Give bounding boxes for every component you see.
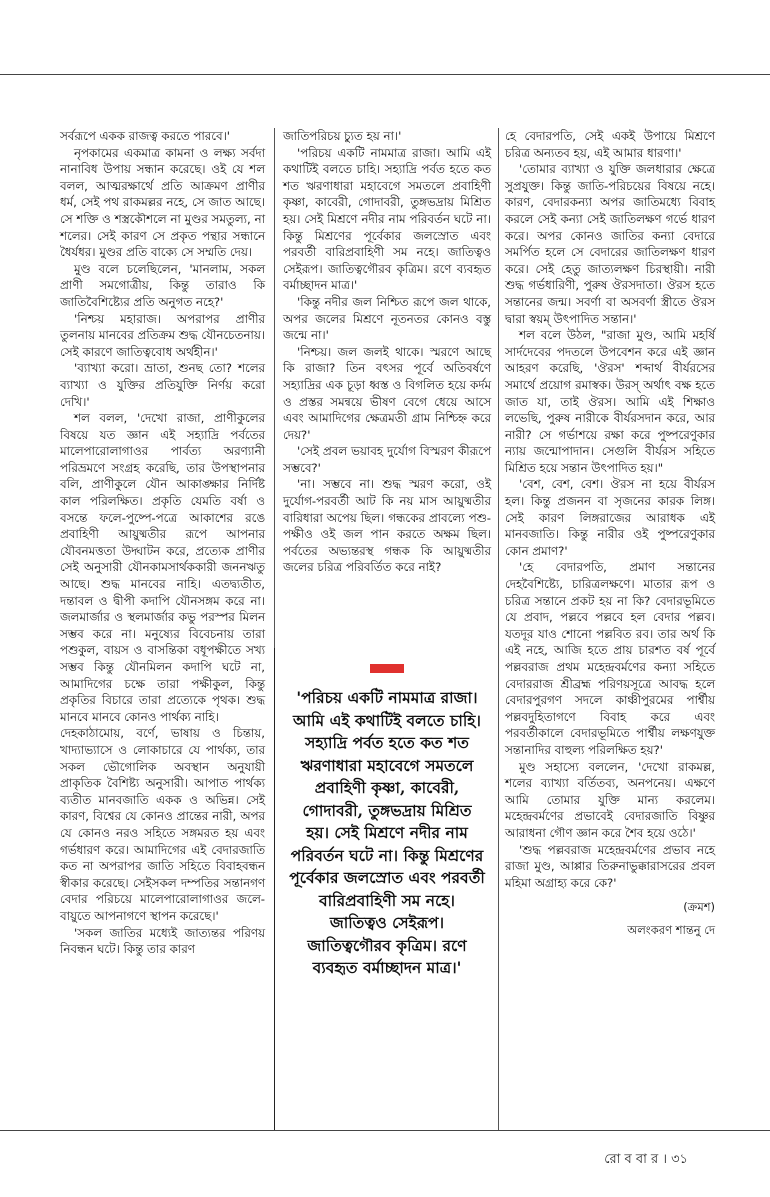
pull-quote-text: 'পরিচয় একটি নামমাত্র রাজা। আমি এই কথাটিই বলতে চাহি। সহ্যাদ্রি পর্বত হতে কত শত ঋরণাধারা মহাবেগে সমতলে প্রবাহিণী কৃষ্ণা, কাবেরী, গোদাবরী, তুঙ্গভদ্রায় মিশ্রিত হয়। সেই মিশ্রণে নদীর নাম পরিবর্তন ঘটে না। কিন্তু মিশ্রণের পূর্বেকার জলস্রোত এবং পরবর্তী বারিপ্রবাহিণী সম নহে। জাতিত্বও সেইরূপ। জাতিত্বগৌরব কৃত্রিম। রণে ব্যবহৃত বর্মাচ্ছাদন মাত্র।' (289, 688, 485, 977)
pull-quote (283, 655, 491, 1115)
continued-label: (ক্রমশ) (683, 900, 715, 915)
paragraph: মুণ্ড বলে চলেছিলেন, 'মানলাম, সকল প্রাণী সমগোত্রীয়, কিন্তু তারাও কি জাতিবৈশিষ্ট্যের প্রতি অনুগত নহে?' (60, 261, 265, 309)
paragraph: 'সকল জাতির মধ্যেই জাত্যন্তর পরিণয় নিবন্ধন ঘটে। কিন্তু তার কারণ (60, 925, 265, 957)
paragraph: মুণ্ড সহাস্যে বললেন, 'দেখো রাকমল্ল, শলের ব্যাখ্যা বর্তিতব্য, অনপনেয়। এক্ষণে আমি তোমার যুক্তি মান্য করলেম। মহেন্দ্রবর্মণের প্রভাবেই বেদারজাতি বিষ্ণুর আরাধনা গৌণ জ্ঞান করে শৈব হয়ে ওঠে।' (505, 759, 715, 840)
paragraph: সর্বরূপে একক রাজত্ব করতে পারবে।' (60, 129, 231, 143)
paragraph: 'কিন্তু নদীর জল নিশ্চিত রূপে জল থাকে, অপর জলের মিশ্রণে নূতনতর কোনও বস্তু জন্মে না।' (283, 294, 491, 343)
pull-quote-accent-bar (370, 664, 404, 673)
paragraph: হে বেদারপতি, সেই একই উপায়ে মিশ্রণে চরিত্র অন্যতব হয়, এই আমার ধারণা।' (505, 129, 715, 160)
paragraph: 'শুদ্ধ পল্লবরাজ মহেন্দ্রবর্মণের প্রভাব নহে রাজা মুণ্ড, আপ্পার তিরুনাভুক্কারাসরের প্রবল মহিমা অগ্রাহ্য করে কে?' (505, 842, 715, 890)
header-rule (0, 74, 770, 75)
column-divider (498, 128, 499, 1130)
text-column-3 (505, 128, 715, 939)
paragraph: শল বলল, 'দেখো রাজা, প্রাণীকুলের বিষয়ে যত জ্ঞান এই সহ্যাদ্রি পর্বতের মালেপারোলাগাওর পার্বত্য অরণ্যানী পরিভ্রমণে সংগ্রহ করেছি, তার উপস্থাপনার বলি, প্রাণীকুলে যৌন আকাঙ্ক্ষার নির্দিষ্ট কাল পরিলক্ষিত। প্রকৃতি যেমতি বর্ষা ও বসন্তে ফলে-পুষ্পে-পত্রে আকাশের রঙে প্রবাহিণী আয়ুষ্মতীর রূপে আপনার যৌবনমত্ততা উদ্ঘাটন করে, প্রত্যেক প্রাণীর সেই অনুসারী যৌনকামসার্থককারী জননঋতু আছে। শুদ্ধ মানবের নাহি। এতদ্ব্যতীত, দন্তাবল ও দ্বীপী কদাপি যৌনসঙ্গম করে না। জলমার্জার ও স্থলমার্জার কভু পরস্পর মিলন সম্ভব করে না। মনুষ্যের বিবেচনায় তারা পশুকুল, বায়স ও বাসন্তিকা বধূপক্ষীতে সখ্য সম্ভব কিন্তু যৌনমিলন কদাপি ঘটে না, আমাদিগের চক্ষে তারা পক্ষীকুল, কিন্তু প্রকৃতির বিচারে তারা প্রত্যেকে পৃথক। শুদ্ধ মানবে মানবে কোনও পার্থক্য নাহি। (60, 411, 265, 724)
text-column-2 (283, 128, 491, 576)
article-credit (505, 899, 715, 938)
page-number: ৩১ (671, 1152, 688, 1167)
paragraph: 'নিশ্চয় মহারাজ। অপরাপর প্রাণীর তুলনায় মানবের প্রতিক্রম শুদ্ধ যৌনচেতনায়। সেই কারণে জাতিত্ববোধ অর্থহীন।' (60, 311, 265, 359)
paragraph: নৃপকামের একমাত্র কামনা ও লক্ষ্য সর্বদা নানাবিধ উপায় সন্ধান করেছে। ওই যে শল বলল, আত্মরক্ষার্থে প্রতি আক্রমণ প্রাণীর ধর্ম, সেই পথ রাকমল্লর নহে, সে জাত আছে। সে শক্তি ও শস্ত্রকৌশলে না মুণ্ডর সমতুল্য, না শলের। সেই কারণ সে প্রকৃত পন্থার সন্ধানে ধৈর্যধর। মুণ্ডর প্রতি বাক্যে সে সম্মতি দেয়। (60, 145, 265, 260)
text-column-1 (60, 128, 265, 958)
paragraph: জাতিপরিচয় চ্যুত হয় না।' (283, 129, 402, 143)
page-footer (604, 1150, 688, 1171)
paragraph: 'পরিচয় একটি নামমাত্র রাজা। আমি এই কথাটিই বলতে চাহি। সহ্যাদ্রি পর্বত হতে কত শত ঋরণাধারা মহাবেগে সমতলে প্রবাহিণী কৃষ্ণা, কাবেরী, গোদাবরী, তুঙ্গভদ্রায় মিশ্রিত হয়। সেই মিশ্রণে নদীর নাম পরিবর্তন ঘটে না। কিন্তু মিশ্রণের পূর্বেকার জলস্রোত এবং পরবর্তী বারিপ্রবাহিণী সম নহে। জাতিত্বও সেইরূপ। জাতিত্বগৌরব কৃত্রিম। রণে ব্যবহৃত বর্মাচ্ছাদন মাত্র।' (283, 145, 491, 293)
pullquote-border-left (274, 648, 275, 1130)
illustrator-credit: অলংকরণ শান্তনু দে (627, 922, 715, 937)
paragraph: 'হে বেদারপতি, প্রমাণ সন্তানের দেহবৈশিষ্ট্যে, চারিত্রলক্ষণে। মাতার রূপ ও চরিত্র সন্তানে প্রকট হয় না কি? বেদারভূমিতে যে প্রবাদ, পল্লবে পল্লবে হল বেদার পল্লব। যতদূর যাও শোনো পল্লবিত রব। তার অর্থ কি এই নহে, আজি হতে প্রায় চারশত বর্ষ পূর্বে পল্লবরাজ প্রথম মহেন্দ্রবর্মণের কন্যা সহিতে বেদাররাজ শ্রীব্রহ্ম পরিণয়সূত্রে আবদ্ধ হলে বেদারপুরগণ সদলে কাঞ্চীপুরমের পার্শ্বীয় পল্লবদুহিতাগণে বিবাহ করে এবং পরবর্তীকালে বেদারভূমিতে পার্শ্বীয় লক্ষণযুক্ত সন্তানাদির বাহুল্য পরিলক্ষিত হয়?' (505, 560, 715, 757)
footer-rule (0, 1130, 770, 1131)
column-divider (274, 128, 275, 648)
paragraph: শল বলে উঠল, "রাজা মুণ্ড, আমি মহর্ষি সার্দদেবের পদতলে উপবেশন করে এই জ্ঞান আহরণ করেছি, 'ঔরস' শব্দার্থ বীর্যরসের সমার্থে প্রয়োগ রমাস্বক। উরস্ অর্থাৎ বক্ষ হতে জাত যা, তাই ঔরস। আমি এই শিক্ষাও লভেছি, পুরুষ নারীকে বীর্যরসদান করে, আর নারী? সে গর্ভাশয়ে রক্ষা করে পুষ্পরেণুকার ন্যায় জন্মোপাদান। সেগুলি বীর্যরস সহিতে মিশ্রিত হয়ে সন্তান উৎপাদিত হয়।" (505, 328, 715, 475)
paragraph: 'তোমার ব্যাখ্যা ও যুক্তি জলধারার ক্ষেত্রে সুপ্রযুক্ত। কিন্তু জাতি-পরিচয়ের বিষয়ে নহে। কারণ, বেদারকন্যা অপর জাতিমধ্যে বিবাহ করলে সেই কন্যা সেই জাতিলক্ষণ গর্ভে ধারণ করে। অপর কোনও জাতির কন্যা বেদারে সমর্পিত হলে সে বেদারের জাতিলক্ষণ ধারণ করে। সেই হেতু জাত্যলক্ষণ চিরস্থায়ী। নারী শুদ্ধ গর্ভধারিণী, পুরুষ ঔরসদাতা। ঔরস হতে সন্তানের জন্ম। সবর্ণা বা অসবর্ণা স্ত্রীতে ঔরস দ্বারা স্বয়ম্ উৎপাদিত সন্তান।' (505, 162, 715, 326)
footer-separator: । (658, 1152, 672, 1167)
paragraph: 'নিশ্চয়। জল জলই থাকে। স্মরণে আছে কি রাজা? তিন বৎসর পূর্বে অতিবর্ষণে সহ্যাদ্রির এক চূড়া ধ্বস্ত ও বিগলিত হয়ে কর্দম ও প্রস্তর সমন্বয়ে ভীষণ বেগে ধেয়ে আসে এবং আমাদিগের ক্ষেত্রমতী গ্রাম নিশ্চিহ্ন করে দেয়?' (283, 344, 491, 442)
paragraph: দেহকাঠামোয়, বর্ণে, ভাষায় ও চিন্তায়, খাদ্যাভ্যাসে ও লোকাচারে যে পার্থক্য, তার সকল ভৌগোলিক অবস্থান অনুযায়ী প্রাকৃতিক বৈশিষ্ট্য অনুসারী। আপাত পার্থক্য ব্যতীত মানবজাতি একক ও অভিন্ন। সেই কারণ, বিশ্বের যে কোনও প্রান্তের নারী, অপর যে কোনও নরও সহিতে সঙ্গমরত হয় এবং গর্ভধারণ করে। আমাদিগের এই বেদারজাতি কত না অপরাপর জাতি সহিতে বিবাহবন্ধন স্বীকার করেছে। সেইসকল দম্পতির সন্তানগণ বেদার পরিচয়ে মালেপারোলাগাওর জলে-বায়ুতে আপনাগণে স্থাপন করেছে।' (60, 726, 265, 923)
paragraph: 'ব্যাখ্যা করো। ভ্রাতা, শুনছ তো? শলের ব্যাখ্যা ও যুক্তির প্রতিযুক্তি নির্ণয় করো দেখি।' (60, 361, 265, 409)
paragraph: 'না। সম্ভবে না। শুদ্ধ স্মরণ করো, ওই দুর্যোগ-পরবর্তী আট কি নয় মাস আয়ুষ্মতীর বারিধারা অপেয় ছিল। গন্ধকের প্রাবল্যে পশু-পক্ষীও ওই জল পান করতে অক্ষম ছিল। পর্বতের অভ্যন্তরস্থ গন্ধক কি আয়ুষ্মতীর জলের চরিত্র পরিবর্তিত করে নাই? (283, 477, 491, 575)
magazine-name: রো ব বা র (604, 1152, 659, 1167)
paragraph: 'বেশ, বেশ, বেশ। ঔরস না হয়ে বীর্যরস হল। কিন্তু প্রজনন বা সৃজনের কারক লিঙ্গ। সেই কারণ লিঙ্গরাজের আরাধক এই মানবজাতি। কিন্তু নারীর ওই পুষ্পরেণুকার কোন প্রমাণ?' (505, 477, 715, 558)
paragraph: 'সেই প্রবল ভয়াবহ দুর্যোগ বিস্মরণ কীরূপে সম্ভবে?' (283, 444, 491, 475)
